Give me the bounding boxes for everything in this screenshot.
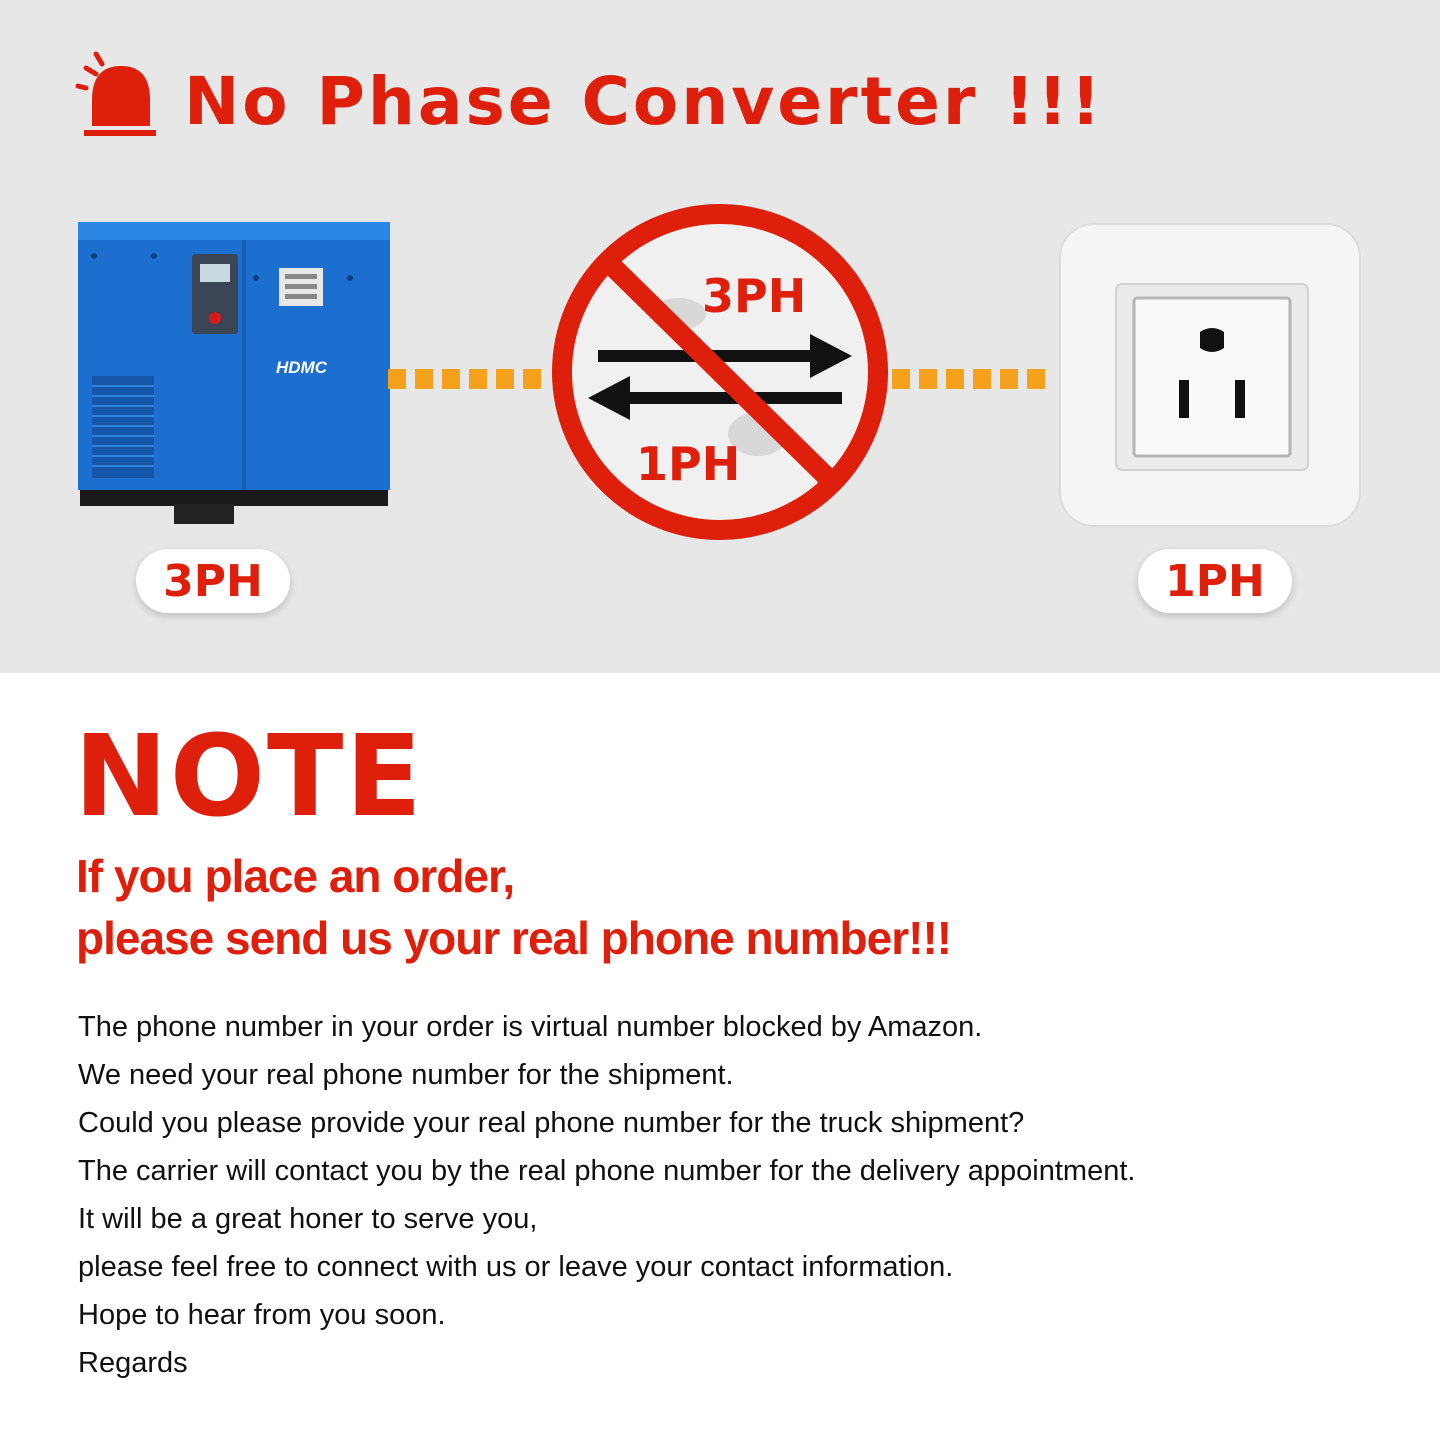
note-line: The phone number in your order is virtual number blocked by Amazon.: [78, 1011, 983, 1043]
note-line: Regards: [78, 1347, 188, 1379]
note-subtitle-line2: please send us your real phone number!!!: [76, 912, 952, 964]
note-line: It will be a great honer to serve you,: [78, 1203, 538, 1235]
connector-dashes-right: [892, 368, 1054, 390]
note-subtitle-line1: If you place an order,: [76, 850, 515, 902]
no-conversion-sign: [550, 202, 890, 542]
note-line: Could you please provide your real phone number for the truck shipment?: [78, 1107, 1025, 1139]
label-1ph: 1PH: [1138, 549, 1292, 613]
note-line: please feel free to connect with us or leave your contact information.: [78, 1251, 954, 1283]
sign-1ph-label: 1PH: [636, 437, 741, 491]
alarm-light-icon: [74, 48, 164, 140]
note-line: We need your real phone number for the shipment.: [78, 1059, 734, 1091]
wall-outlet-image: [1040, 200, 1380, 540]
note-body: [78, 1003, 1398, 1387]
note-title: NOTE: [74, 712, 424, 842]
compressor-brand-text: HDMC: [276, 358, 327, 377]
air-compressor-image: [74, 218, 396, 530]
label-3ph: 3PH: [136, 549, 290, 613]
note-line: The carrier will contact you by the real phone number for the delivery appointment.: [78, 1155, 1136, 1187]
sign-3ph-label: 3PH: [702, 269, 807, 323]
headline: No Phase Converter !!!: [184, 63, 1104, 140]
note-line: Hope to hear from you soon.: [78, 1299, 446, 1331]
connector-dashes-left: [388, 368, 550, 390]
